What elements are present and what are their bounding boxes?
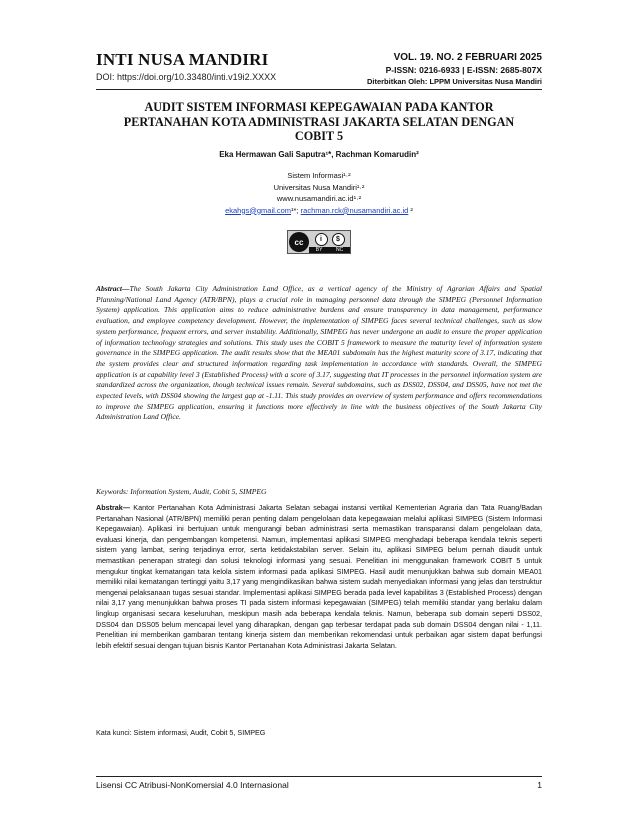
page-number: 1: [537, 780, 542, 790]
email-1-sup: ¹*;: [291, 205, 301, 215]
abstract-id: [96, 503, 542, 651]
cc-license-badge[interactable]: [287, 230, 351, 254]
paper-title: AUDIT SISTEM INFORMASI KEPEGAWAIAN PADA KANTOR PERTANAHAN KOTA ADMINISTRASI JAKARTA SELATAN DENGAN COBIT 5: [123, 100, 515, 143]
affiliation-dept: Sistem Informasi¹·²: [287, 171, 351, 180]
keywords-en: Keywords: Information System, Audit, Cobit 5, SIMPEG: [96, 487, 267, 496]
cc-logo-icon: cc: [289, 232, 309, 252]
publisher-info: Diterbitkan Oleh: LPPM Universitas Nusa Mandiri: [366, 77, 542, 86]
affiliation-emails: [96, 205, 542, 217]
cc-label-by: BY: [315, 246, 323, 253]
volume-info: VOL. 19. NO. 2 FEBRUARI 2025: [393, 52, 542, 63]
cc-label-nc: NC: [335, 246, 344, 253]
cc-icon-group: [309, 232, 350, 253]
cc-label-strip: [309, 247, 350, 253]
abstract-label: Abstract—: [96, 284, 130, 293]
doi-link[interactable]: DOI: https://doi.org/10.33480/inti.v19i2.XXXX: [96, 72, 277, 82]
footer-license: Lisensi CC Atribusi-NonKomersial 4.0 Internasional: [96, 780, 289, 790]
email-link-1[interactable]: ekahgs@gmail.com: [225, 205, 292, 215]
attribution-icon: i: [315, 233, 328, 246]
footer-divider: [96, 776, 542, 777]
paper-authors: Eka Hermawan Gali Saputra¹*, Rachman Komarudin²: [219, 150, 419, 159]
abstract-text: The South Jakarta City Administration Land Office, as a vertical agency of the Ministry of Agrarian Affairs and Spatial Planning/National Land Agency (ATR/BPN), plays a crucial role in managing personnel data through the SIMPEG (Personnel Information System) application. This application aims to reduce administrative burdens and ensure transparency in data management, performance evaluation, and employee competency development. However, the implementation of SIMPEG faces several technical challenges, such as slow system performance, frequent errors, and server instability. Additionally, SIMPEG has never undergone an audit to ensure the proper application of information technology strategies and solutions. This study uses the COBIT 5 framework to measure the maturity level of information system governance in the SIMPEG application. The audit results show that the MEA01 subdomain has the highest maturity score of 3.17, indicating that the system provides clear and structured information regarding task implementation in accordance with standards. Overall, the SIMPEG application is at capability level 3 (Established Process) with a score of 3.17, suggesting that IT processes in the personnel information system are standardized across the organization, though technical issues remain. Several subdomains, such as DSS02, DSS04, and DSS05, have not met the expected levels, with DSS04 showing the largest gap at -1.11. This study provides an overview of system performance and offers recommendations to improve the SIMPEG application, ensuring it functions more effectively in line with the business objectives of the South Jakarta City Administration Land Office.: [96, 284, 542, 422]
affiliation-block: [96, 170, 542, 216]
keywords-id: Kata kunci: Sistem informasi, Audit, Cobit 5, SIMPEG: [96, 728, 266, 737]
abstrak-label: Abstrak—: [96, 503, 130, 512]
journal-meta: [367, 52, 542, 86]
abstrak-text: Kantor Pertanahan Kota Administrasi Jakarta Selatan sebagai instansi vertikal Kementerian Agraria dan Tata Ruang/Badan Pertanahan Nasional (ATR/BPN) memiliki peran penting dalam pengelolaan data kepegawaian melalui aplikasi SIMPEG (Sistem Informasi Kepegawaian). Aplikasi ini bertujuan untuk mengurangi beban administrasi serta memastikan transparansi dalam pengelolaan data, evaluasi kinerja, dan pengembangan kompetensi. Namun, implementasi aplikasi SIMPEG menghadapi beberapa kendala teknis seperti sistem yang lambat, sering terjadinya error, serta ketidakstabilan server. Selain itu, aplikasi SIMPEG belum pernah diaudit untuk memastikan penerapan strategi dan solusi teknologi informasi yang sesuai. Penelitian ini menggunakan framework COBIT 5 untuk mengukur tingkat kematangan tata kelola sistem informasi pada aplikasi SIMPEG. Hasil audit menunjukkan bahwa sub domain MEA01 memiliki nilai kematangan tertinggi yaitu 3,17 yang mengindikasikan bahwa sistem sudah menyediakan informasi yang jelas dan terstruktur mengenai pelaksanaan tugas sesuai standar. Implementasi aplikasi SIMPEG berada pada level kapabilitas 3 (Established Process) dengan nilai 3,17 yang menunjukkan bahwa proses TI pada sistem informasi kepegawaian (SIMPEG) telah memiliki standar yang berlaku dalam lingkup organisasi secara keseluruhan, meskipun masih ada beberapa kendala teknis. Namun, beberapa sub domain seperti DSS02, DSS04 dan DSS05 belum mencapai level yang diharapkan, dengan gap terbesar terdapat pada sub domain DSS04 dengan nilai - 1,11. Penelitian ini memberikan gambaran tentang kinerja sistem dan memberikan rekomendasi untuk perbaikan agar sistem dapat berfungsi lebih efektif sesuai dengan tujuan bisnis Kantor Pertanahan Kota Administrasi Jakarta Selatan.: [96, 503, 542, 650]
header-divider: [96, 89, 542, 90]
noncommercial-icon: $: [332, 233, 345, 246]
abstract-en: [96, 284, 542, 423]
issn-info: P-ISSN: 0216-6933 | E-ISSN: 2685-807X: [385, 65, 542, 75]
email-2-sup: ²: [408, 205, 413, 215]
affiliation-website: www.nusamandiri.ac.id¹·²: [276, 194, 362, 203]
affiliation-university: Universitas Nusa Mandiri¹·²: [273, 182, 365, 192]
cc-icon-row: [315, 233, 345, 246]
journal-name: INTI NUSA MANDIRI: [96, 50, 269, 69]
email-link-2[interactable]: rachman.rck@nusamandiri.ac.id: [300, 205, 409, 215]
